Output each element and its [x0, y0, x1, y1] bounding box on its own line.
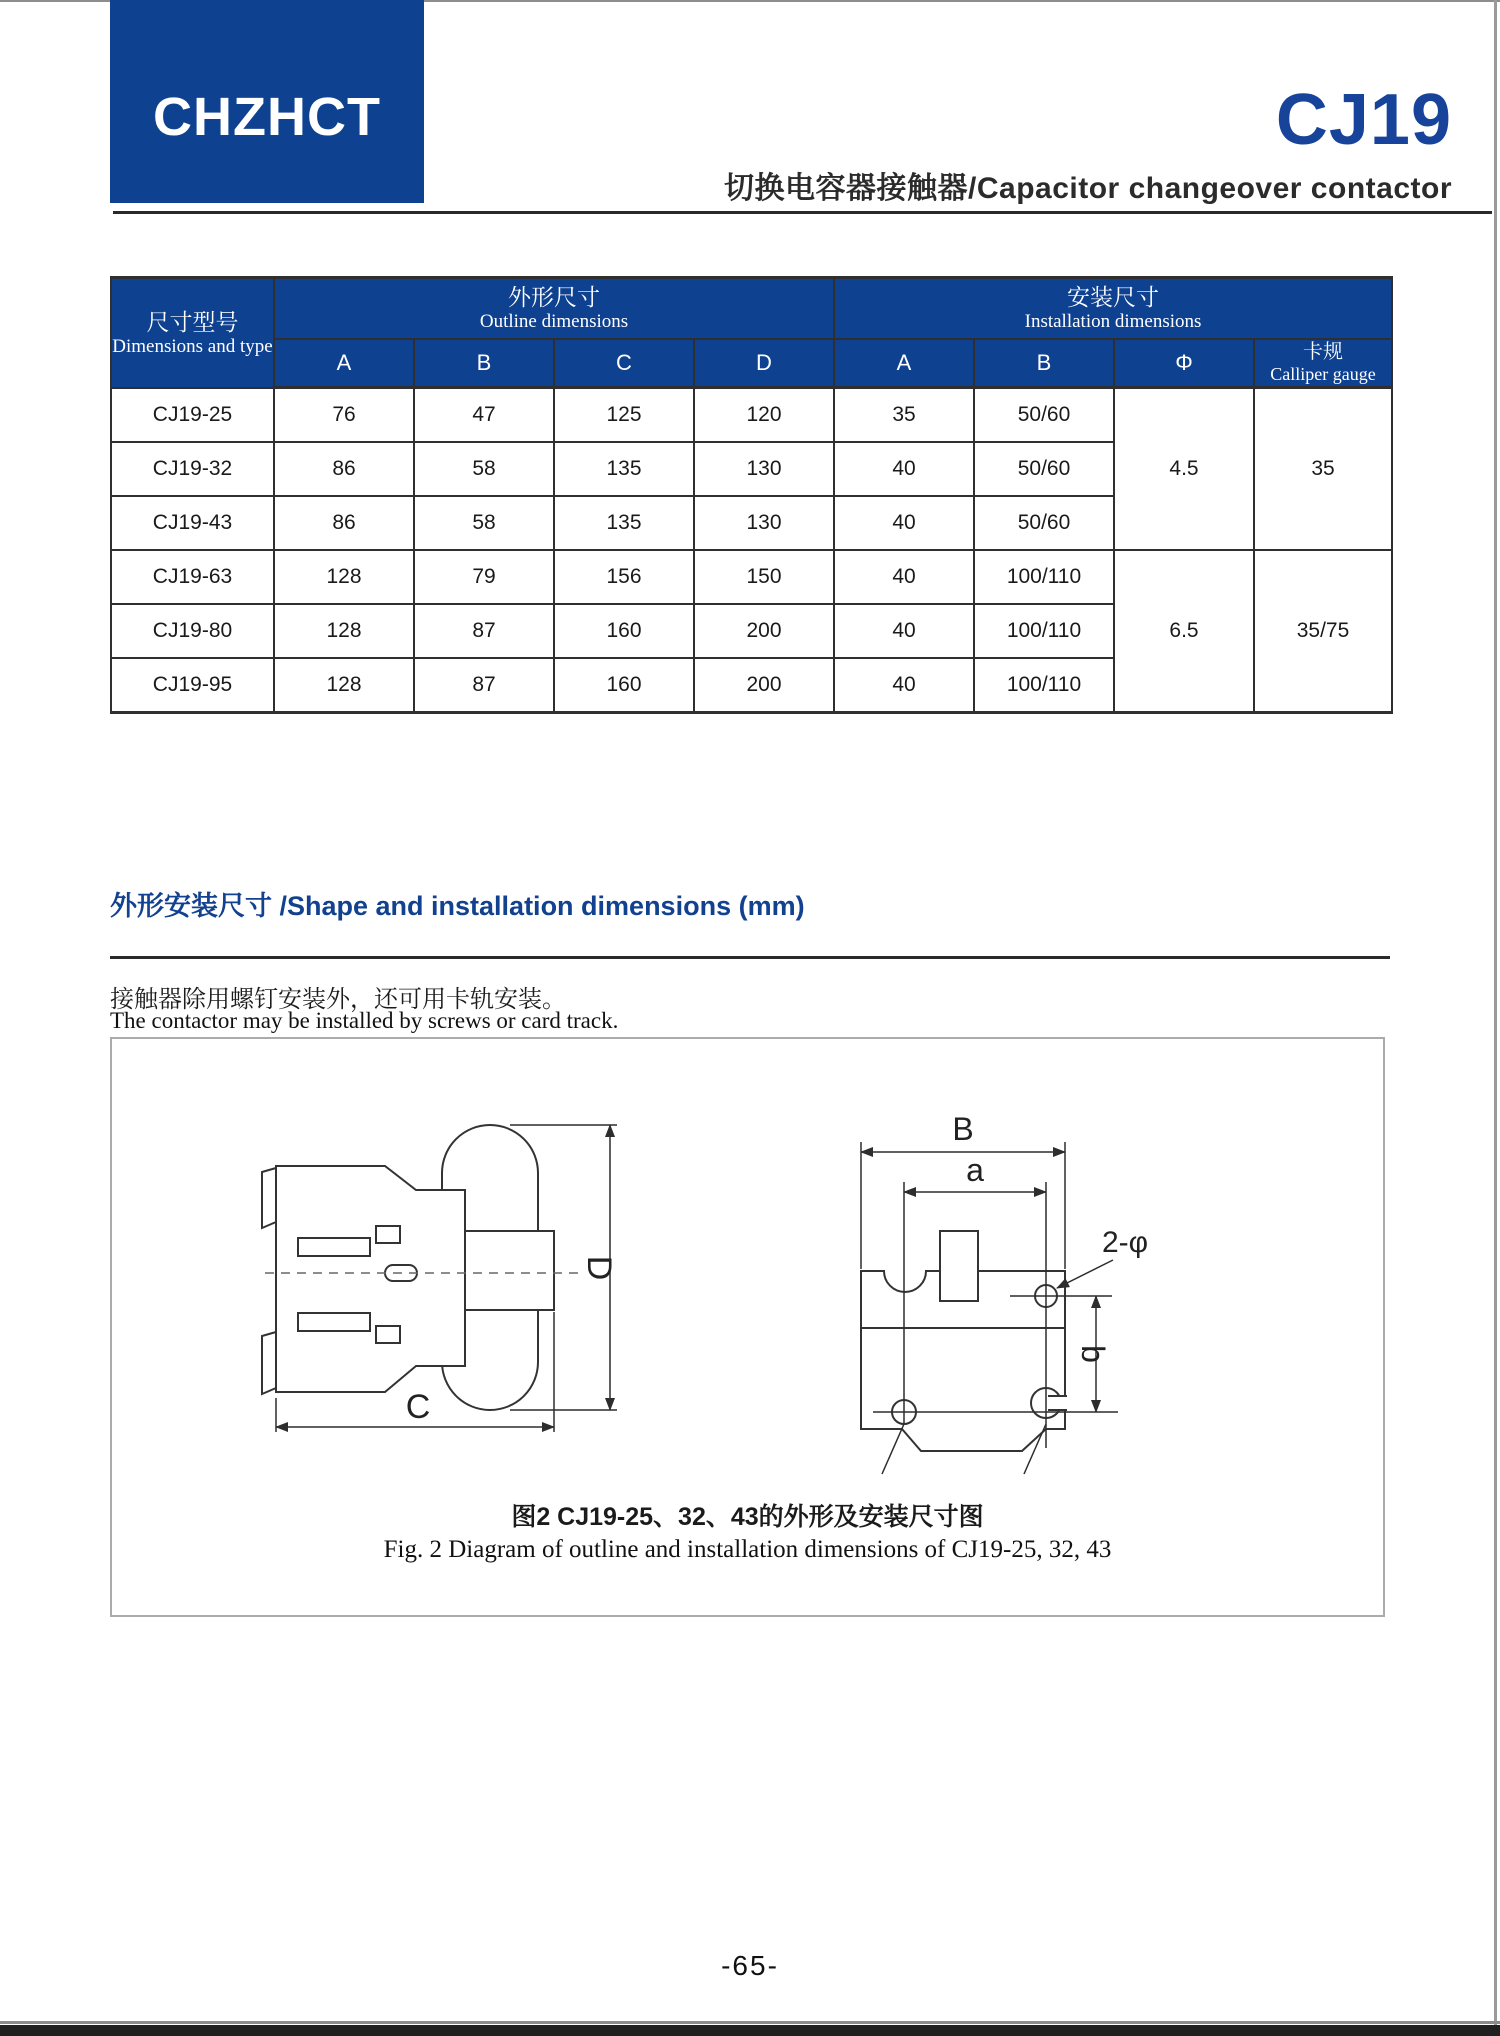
cell-outline-d: 200: [694, 604, 834, 658]
mounting-view-drawing: [820, 1080, 1300, 1500]
figure-2-box: [110, 1037, 1385, 1617]
cell-model: CJ19-80: [111, 604, 274, 658]
cell-outline-a: 76: [274, 388, 414, 442]
section-heading: 外形安装尺寸 /Shape and installation dimensions (mm): [110, 891, 805, 921]
col-header-calliper: [1254, 339, 1392, 388]
dim-label-a: a: [966, 1152, 984, 1188]
col-header-outline-d: [694, 339, 834, 388]
cell-install-b: 100/110: [974, 550, 1114, 604]
cell-outline-d: 130: [694, 496, 834, 550]
col-letter: D: [756, 349, 772, 375]
col-header-model: [111, 278, 274, 388]
cell-outline-b: 58: [414, 442, 554, 496]
dim-label-b-inner: b: [1075, 1345, 1111, 1363]
dim-label-b-outer: B: [952, 1111, 974, 1147]
figure-caption-zh: 图2 CJ19-25、32、43的外形及安装尺寸图: [511, 1503, 984, 1531]
group-header-installation-en: Installation dimensions: [1024, 311, 1202, 333]
cell-phi-merged: 4.5: [1114, 388, 1254, 550]
cell-outline-d: 200: [694, 658, 834, 712]
col-header-outline-b: [414, 339, 554, 388]
dim-label-c: C: [405, 1388, 431, 1426]
group-header-outline-zh: 外形尺寸: [508, 284, 600, 311]
col-header-model-zh: 尺寸型号: [146, 308, 239, 335]
terminal-bar-top: [298, 1238, 370, 1256]
cell-outline-a: 128: [274, 550, 414, 604]
rail-clip-bottom: [262, 1332, 276, 1394]
outline-side-view-drawing: [180, 1080, 660, 1440]
brand-logo-text: CHZHCT: [153, 86, 381, 147]
cell-outline-d: 150: [694, 550, 834, 604]
cell-outline-b: 87: [414, 604, 554, 658]
leader-lower-left: [882, 1424, 904, 1474]
contactor-body-outline: [276, 1166, 465, 1392]
cell-outline-b: 58: [414, 496, 554, 550]
brand-logo: [110, 0, 424, 203]
col-header-outline-a: [274, 339, 414, 388]
col-header-phi: [1114, 339, 1254, 388]
cell-install-b: 100/110: [974, 604, 1114, 658]
col-letter: B: [476, 349, 492, 375]
section-divider: [110, 956, 1390, 959]
cell-outline-d: 120: [694, 388, 834, 442]
dim-label-d: D: [580, 1255, 618, 1281]
group-header-outline-en: Outline dimensions: [479, 311, 629, 333]
col-letter: B: [1036, 349, 1052, 375]
cell-outline-b: 87: [414, 658, 554, 712]
col-header-calliper-en: Calliper gauge: [1270, 364, 1376, 385]
col-header-install-a: [834, 339, 974, 388]
cell-install-a: 40: [834, 604, 974, 658]
cell-install-b: 50/60: [974, 442, 1114, 496]
slot-opening-mask: [1048, 1396, 1067, 1410]
group-header-installation: [834, 278, 1392, 339]
col-header-install-b: [974, 339, 1114, 388]
table-row: [111, 550, 1392, 604]
rail-clip-top: [262, 1168, 276, 1228]
col-letter: A: [896, 349, 912, 375]
page-bottom-bar: [0, 2025, 1500, 2036]
group-header-installation-zh: 安装尺寸: [1067, 284, 1160, 311]
product-subtitle: 切换电容器接触器/Capacitor changeover contactor: [724, 172, 1452, 205]
terminal-bar-bottom: [298, 1313, 370, 1331]
cell-install-a: 40: [834, 550, 974, 604]
cell-outline-a: 128: [274, 604, 414, 658]
cell-outline-c: 135: [554, 496, 694, 550]
cell-outline-b: 47: [414, 388, 554, 442]
cell-install-b: 50/60: [974, 388, 1114, 442]
col-letter-phi: Φ: [1175, 349, 1193, 375]
cell-outline-c: 156: [554, 550, 694, 604]
cell-install-b: 100/110: [974, 658, 1114, 712]
cell-outline-d: 130: [694, 442, 834, 496]
dimensions-table: [110, 276, 1393, 714]
group-header-outline: [274, 278, 834, 339]
cell-model: CJ19-43: [111, 496, 274, 550]
col-header-model-en: Dimensions and type: [112, 335, 273, 357]
cell-outline-c: 125: [554, 388, 694, 442]
installation-note-zh: 接触器除用螺钉安装外，还可用卡轨安装。: [110, 986, 566, 1013]
figure-caption-en: Fig. 2 Diagram of outline and installation dimensions of CJ19-25, 32, 43: [383, 1536, 1112, 1563]
cell-phi-merged: 6.5: [1114, 550, 1254, 713]
page-number: -65-: [721, 1950, 779, 1981]
header-divider: [113, 211, 1492, 214]
cell-model: CJ19-63: [111, 550, 274, 604]
col-header-outline-c: [554, 339, 694, 388]
figure-caption: [112, 1497, 1383, 1564]
installation-note-en: The contactor may be installed by screws or card track.: [110, 1008, 619, 1033]
cell-outline-a: 86: [274, 496, 414, 550]
product-code-title: CJ19: [1275, 80, 1452, 160]
cell-outline-b: 79: [414, 550, 554, 604]
cell-outline-c: 160: [554, 604, 694, 658]
cell-install-a: 40: [834, 658, 974, 712]
housing-protrusion: [465, 1231, 554, 1310]
cell-install-a: 40: [834, 442, 974, 496]
col-letter: A: [336, 349, 352, 375]
cell-model: CJ19-32: [111, 442, 274, 496]
col-letter: C: [616, 349, 632, 375]
mounting-tab: [940, 1231, 978, 1301]
aux-contact-top: [376, 1226, 400, 1243]
dim-label-holes: 2-φ: [1102, 1226, 1149, 1259]
cell-model: CJ19-25: [111, 388, 274, 442]
cell-install-b: 50/60: [974, 496, 1114, 550]
page-right-edge: [1494, 0, 1497, 2036]
page-bottom-line: [0, 2021, 1500, 2024]
table-row: [111, 388, 1392, 442]
cell-model: CJ19-95: [111, 658, 274, 712]
cell-install-a: 35: [834, 388, 974, 442]
cell-outline-a: 86: [274, 442, 414, 496]
cell-install-a: 40: [834, 496, 974, 550]
cell-outline-a: 128: [274, 658, 414, 712]
aux-contact-bottom: [376, 1326, 400, 1343]
cell-outline-c: 160: [554, 658, 694, 712]
cell-calliper-merged: 35: [1254, 388, 1392, 550]
cell-outline-c: 135: [554, 442, 694, 496]
cell-calliper-merged: 35/75: [1254, 550, 1392, 713]
col-header-calliper-zh: 卡规: [1303, 341, 1344, 364]
